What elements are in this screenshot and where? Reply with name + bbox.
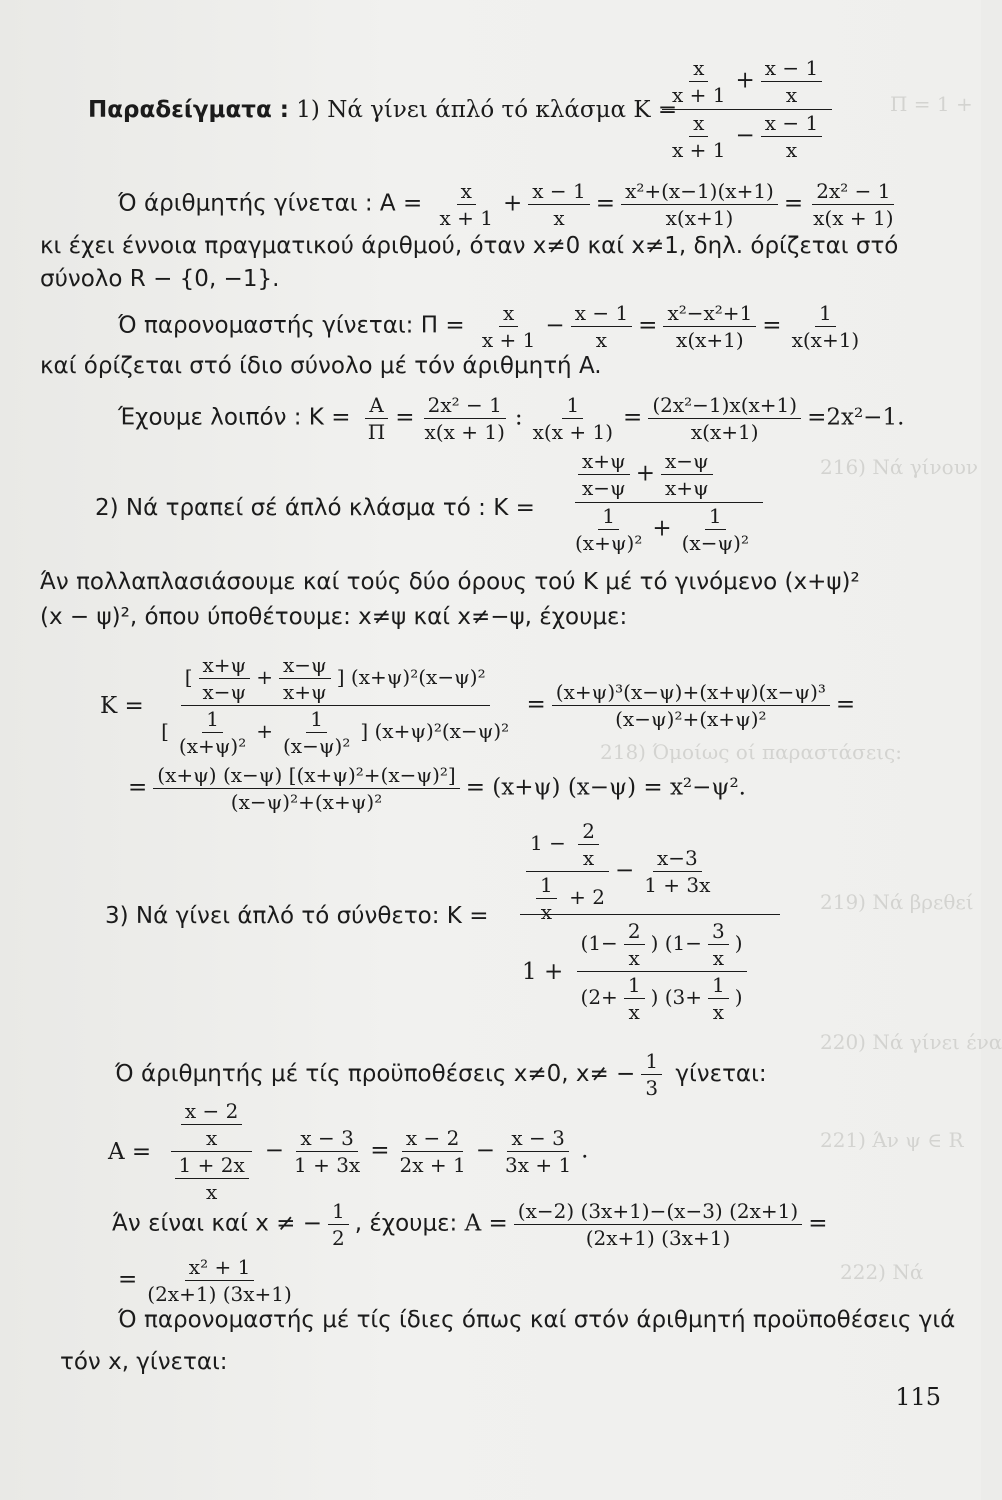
ex1-compound-numerator: $\frac{x}{x + 1}$ + $\frac{x - 1}{x}$ — [662, 55, 828, 108]
ex2-compound-denominator: $\frac{1}{\text{(x+ψ)²}}$ + $\frac{1}{\text{(x−ψ)²}}$ — [575, 504, 749, 555]
bleed-through-text: Π = 1 + — [890, 92, 973, 116]
example3-intro: 3) Νά γίνει άπλό τό σύνθετο: K = — [105, 903, 489, 929]
ex1-denominator-label: Ό παρονομαστής γίνεται: Π = — [118, 312, 465, 339]
page-number: 115 — [895, 1383, 941, 1411]
ex3-final: = $\frac{\text{x² + 1}}{(2x+1) (3x+1)}$ — [118, 1255, 292, 1306]
bleed-through-text: 221) Άν ψ ∈ R — [820, 1128, 964, 1152]
ex1-same-domain: καί όρίζεται στό ίδιο σύνολο μέ τόν άριθμητή A. — [40, 353, 602, 379]
ex3-lower: 1 + (1− $\frac{2}{x}$ ) (1− $\frac{3}{x}$ ) (2+ $\frac{1}{x}$ ) (3+ $\frac{1}{x}$ ) — [522, 918, 753, 1025]
ex2-compound-numerator: $\frac{x+\psi}{x-\psi}$ + $\frac{x-\psi}{x+\psi}$ — [572, 448, 719, 501]
ex1-numerator-label: Ό άριθμητής γίνεται : A = — [118, 190, 423, 217]
ex2-text2: (x − ψ)², όπου ύποθέτουμε: x≠ψ καί x≠−ψ, έχουμε: — [40, 604, 628, 630]
ex1-domain-text: κι έχει έννοια πραγματικού άριθμού, όταν x≠0 καί x≠1, δηλ. όρίζεται στό — [40, 233, 899, 259]
ex3-upper: 1 − $\frac{2}{x}$ $\frac{1}{x}$ + 2 − $\frac{x-3}{1 + 3x}$ — [520, 818, 720, 925]
bleed-through-text: 219) Νά βρεθεί — [820, 890, 974, 914]
example1-intro: 1) Νά γίνει άπλό τό κλάσμα K = — [296, 97, 678, 123]
bleed-through-text: 220) Νά γίνει ένα — [820, 1030, 1002, 1054]
ex1-result-label: Έχουμε λοιπόν : K = — [118, 404, 351, 431]
ex2-step1: K = [ $\frac{x+\psi}{x-\psi}$ + $\frac{x-\psi}{x+\psi}$ ] (x+ψ)²(x−ψ)² [ $\frac{1}{\text{(x+ψ)²}}$ + $\frac{1}{\text{(x−ψ)²}}$ ] (x+ψ)²(x−ψ)² = $\frac{\text{(x+ψ)³(x−ψ)+(x+ψ)(x−ψ)³}}{\text{(x−ψ)²+(x+ψ)²}}$ = — [100, 653, 856, 758]
bleed-through-text: 222) Νά — [840, 1260, 924, 1284]
ex1-denominator-row: Ό παρονομαστής γίνεται: Π = $\frac{x}{x + 1}$ − $\frac{x - 1}{x}$ = $\frac{\text{x²−x²+1}}{x(x+1)}$ = $\frac{1}{x(x+1)}$ — [118, 301, 860, 352]
ex3-condition: Ό άριθμητής μέ τίς προϋποθέσεις x≠0, x≠ − $\frac{1}{3}$ γίνεται: — [115, 1049, 767, 1100]
bleed-through-text: 218) Όμοίως οί παραστάσεις: — [600, 740, 902, 764]
example-heading-row — [88, 96, 677, 124]
ex2-text1: Άν πολλαπλασιάσουμε καί τούς δύο όρους τού K μέ τό γινόμενο (x+ψ)² — [40, 569, 860, 595]
examples-heading: Παραδείγματα : — [88, 97, 289, 123]
example2-intro: 2) Νά τραπεί σέ άπλό κλάσμα τό : K = — [95, 495, 535, 521]
ex2-step3: = $\frac{\text{(x+ψ) (x−ψ) [(x+ψ)²+(x−ψ)²]}}{\text{(x−ψ)²+(x+ψ)²}}$ = (x+ψ) (x−ψ) = x²−ψ². — [128, 763, 746, 814]
ex3-main-fraction-bar — [520, 914, 780, 915]
ex3-denom-text1: Ό παρονομαστής μέ τίς ίδιες όπως καί στόν άριθμητή προϋποθέσεις γιά — [118, 1307, 956, 1333]
bleed-through-text: 216) Νά γίνουν — [820, 455, 979, 479]
ex1-numerator-row: Ό άριθμητής γίνεται : A = $\frac{x}{x + 1}$ + $\frac{x - 1}{x}$ = $\frac{\text{x²+(x−1)(x+1)}}{x(x+1)}$ = $\frac{\text{2x² − 1}}{x(x + 1)}$ — [118, 179, 894, 230]
ex3-cond2: Άν είναι καί x ≠ − $\frac{1}{2}$ , έχουμε: A = $\frac{(x-2) (3x+1)-(x-3) (2x+1)}{(2x+1) (3x+1)}$ = — [112, 1199, 828, 1250]
ex1-result-row: Έχουμε λοιπόν : K = $\frac{A}{\Pi}$ = $\frac{\text{2x² − 1}}{x(x + 1)}$ : $\frac{1}{x(x + 1)}$ = $\frac{\text{(2x²−1)x(x+1)}}{x(x+1)}$ =2x²−1. — [118, 393, 905, 444]
ex1-compound-denominator: $\frac{x}{x + 1}$ − $\frac{x - 1}{x}$ — [662, 110, 828, 163]
ex1-domain-set: σύνολο R − {0, −1}. — [40, 266, 280, 292]
ex3-denom-text2: τόν x, γίνεται: — [60, 1349, 228, 1375]
ex3-A-expr: A = $\frac{\frac{x - 2}{x}}{\frac{1 + 2x}{x}}$ − $\frac{x - 3}{1 + 3x}$ = $\frac{x - 2}{2x + 1}$ − $\frac{x - 3}{3x + 1}$ . — [108, 1099, 589, 1204]
